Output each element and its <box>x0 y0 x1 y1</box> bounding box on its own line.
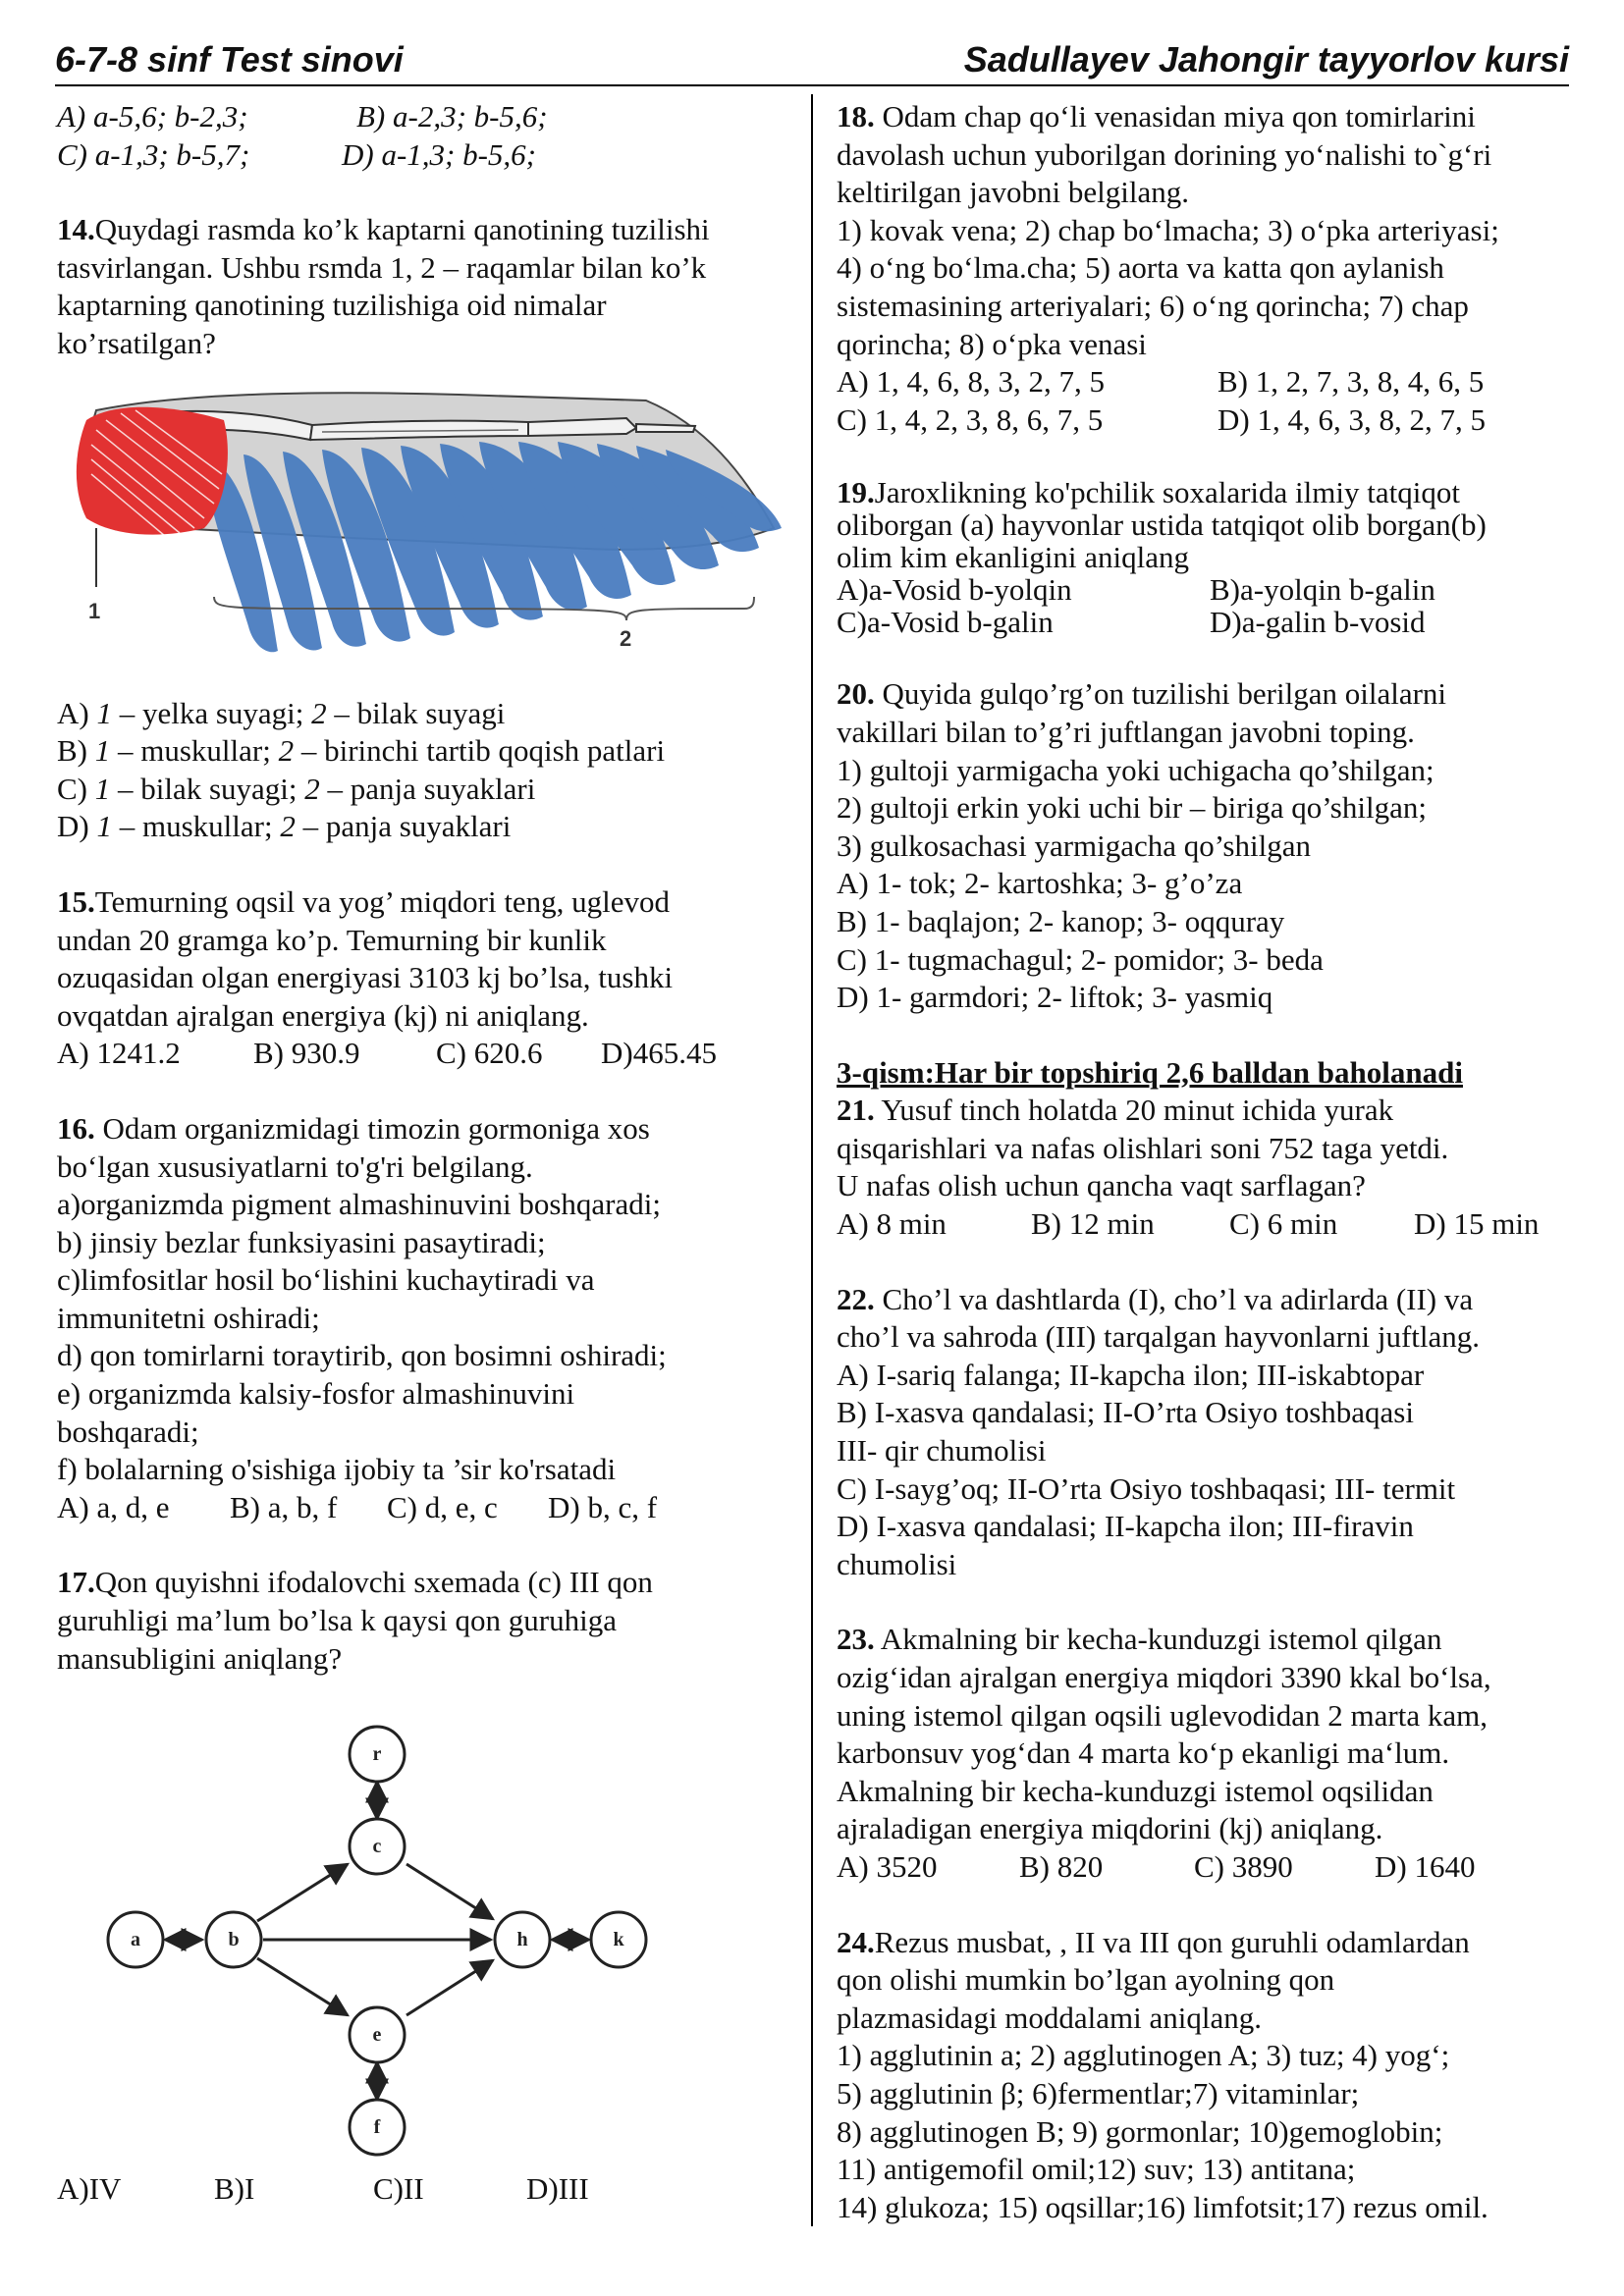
q20-line: vakillari bilan to’g’ri juftlangan javobni toping. <box>837 714 1415 749</box>
q22-number: 22. <box>837 1281 875 1316</box>
q14-option-c: C) 1 – bilak suyagi; 2 – panja suyaklari <box>57 771 536 806</box>
q18-option-b: B) 1, 2, 7, 3, 8, 4, 6, 5 <box>1218 364 1485 400</box>
header-title: 6-7-8 sinf Test sinovi <box>55 39 404 80</box>
q19-options-row-1 <box>837 573 1583 606</box>
q16-line: a)organizmda pigment almashinuvini boshqaradi; <box>57 1187 661 1222</box>
q21-option-d: D) 15 min <box>1414 1206 1540 1242</box>
q14-line: tasvirlangan. Ushbu rsmda 1, 2 – raqamlar bilan ko’k <box>57 249 707 285</box>
q22-option-c: C) I-sayg’oq; II-O’rta Osiyo toshbaqasi; III- termit <box>837 1470 1456 1506</box>
q22-line: cho’l va sahroda (III) tarqalgan hayvonlarni juftlang. <box>837 1319 1481 1355</box>
q18-line: keltirilgan javobni belgilang. <box>837 175 1189 210</box>
q17-option-c: C)II <box>373 2171 424 2207</box>
q18-options-row-2 <box>837 401 1583 440</box>
q17-line: guruhligi ma’lum bo’lsa k qaysi qon guruhiga <box>57 1603 617 1638</box>
q20-line: 1) gultoji yarmigacha yoki uchigacha qo’shilgan; <box>837 752 1435 787</box>
q23-line: Akmalning bir kecha-kunduzgi istemol oqsilidan <box>837 1773 1434 1808</box>
node-r-label: r <box>372 1743 382 1766</box>
q24-line: plazmasidagi moddalami aniqlang. <box>837 2000 1263 2035</box>
q19-option-d: D)a-galin b-vosid <box>1210 605 1426 640</box>
q14-line: kaptarning qanotining tuzilishiga oid nimalar <box>57 288 607 323</box>
q24-line: 5) agglutinin β; 6)fermentlar;7) vitaminlar; <box>837 2075 1360 2110</box>
q23-option-d: D) 1640 <box>1375 1848 1476 1884</box>
q18-number: 18. <box>837 99 875 133</box>
q23-line: ajraladigan energiya miqdorini (kj) aniqlang. <box>837 1811 1383 1846</box>
q23-option-c: C) 3890 <box>1194 1848 1293 1884</box>
wing-illustration <box>57 381 784 675</box>
q13-option-d: D) a-1,3; b-5,6; <box>342 136 537 172</box>
q21-line: U nafas olish uchun qancha vaqt sarflagan? <box>837 1168 1366 1203</box>
q21-option-a: A) 8 min <box>837 1206 947 1242</box>
q20-line-1: 20. Quyida gulqo’rg’on tuzilishi berilgan oilalarni <box>837 676 1447 712</box>
q22-option-b-cont: III- qir chumolisi <box>837 1433 1047 1468</box>
q21-line-1: 21. Yusuf tinch holatda 20 minut ichida yurak <box>837 1093 1394 1128</box>
q20-option-c: C) 1- tugmachagul; 2- pomidor; 3- beda <box>837 941 1324 977</box>
q23-line: ozig‘idan ajralgan energiya miqdori 3390 kkal bo‘lsa, <box>837 1660 1491 1694</box>
right-column <box>837 98 1583 2226</box>
q16-line-1: 16. Odam organizmidagi timozin gormoniga xos <box>57 1110 650 1146</box>
q23-line: uning istemol qilgan oqsili uglevodidan 2 marta kam, <box>837 1697 1488 1733</box>
q15-line-1: 15.Temurning oqsil va yog’ miqdori teng, uglevod <box>57 883 671 919</box>
q18-option-d: D) 1, 4, 6, 3, 8, 2, 7, 5 <box>1218 401 1486 437</box>
q20-line: 2) gultoji erkin yoki uchi bir – biriga qo’shilgan; <box>837 790 1427 826</box>
node-c-label: c <box>372 1836 382 1858</box>
q17-line-1: 17.Qon quyishni ifodalovchi sxemada (c) III qon <box>57 1565 653 1600</box>
node-e-label: e <box>372 2024 382 2047</box>
page-header <box>55 35 1569 86</box>
q18-line: 1) kovak vena; 2) chap bo‘lmacha; 3) o‘pka arteriyasi; <box>837 212 1499 247</box>
q19-option-b: B)a-yolqin b-galin <box>1210 572 1435 608</box>
q16-option-b: B) a, b, f <box>230 1489 338 1524</box>
q18-line-1: 18. Odam chap qo‘li venasidan miya qon tomirlarini <box>837 99 1476 133</box>
label-2: 2 <box>620 625 632 651</box>
node-b-label: b <box>228 1929 240 1951</box>
primary-feathers <box>204 442 782 652</box>
transfusion-scheme <box>57 1697 784 2159</box>
q17-options <box>57 2170 795 2209</box>
section-3-heading: 3-qism:Har bir topshiriq 2,6 balldan baholanadi <box>837 1054 1463 1090</box>
q22-option-d-cont: chumolisi <box>837 1546 957 1581</box>
q15-option-d: D)465.45 <box>601 1036 717 1071</box>
q22-option-d: D) I-xasva qandalasi; II-kapcha ilon; III-firavin <box>837 1509 1414 1544</box>
q19-line: oliborgan (a) hayvonlar ustida tatqiqot olib borgan(b) <box>837 507 1487 543</box>
node-a-label: a <box>131 1929 140 1951</box>
q16-line: f) bolalarning o'sishiga ijobiy ta ’sir ko'rsatadi <box>57 1452 617 1487</box>
q19-options-row-2 <box>837 606 1583 638</box>
q18-line: qorincha; 8) o‘pka venasi <box>837 326 1147 361</box>
q23-option-b: B) 820 <box>1019 1848 1104 1884</box>
q23-option-a: A) 3520 <box>837 1848 938 1884</box>
q22-option-a: A) I-sariq falanga; II-kapcha ilon; III-iskabtopar <box>837 1357 1425 1392</box>
q15-line: ozuqasidan olgan energiyasi 3103 kj bo’lsa, tushki <box>57 960 674 995</box>
q14-option-b: B) 1 – muskullar; 2 – birinchi tartib qoqish patlari <box>57 733 666 769</box>
q22-option-b: B) I-xasva qandalasi; II-O’rta Osiyo toshbaqasi <box>837 1395 1414 1430</box>
q13-option-a: A) a-5,6; b-2,3; <box>57 99 248 133</box>
q18-option-a: A) 1, 4, 6, 8, 3, 2, 7, 5 <box>837 364 1105 400</box>
q16-line: c)limfositlar hosil bo‘lishini kuchaytiradi va <box>57 1262 595 1298</box>
wing-figure <box>57 381 795 675</box>
q16-line: bo‘lgan xususiyatlarni to'g'ri belgilang. <box>57 1148 533 1184</box>
q16-option-d: D) b, c, f <box>548 1489 658 1524</box>
q14-option-a: A) 1 – yelka suyagi; 2 – bilak suyagi <box>57 695 506 730</box>
q20-option-a: A) 1- tok; 2- kartoshka; 3- g’o’za <box>837 866 1243 901</box>
q23-line-1: 23. Akmalning bir kecha-kunduzgi istemol qilgan <box>837 1622 1442 1657</box>
q24-line: 11) antigemofil omil;12) suv; 13) antitana; <box>837 2152 1356 2187</box>
blood-transfusion-diagram <box>57 1697 795 2159</box>
q15-options <box>57 1035 795 1073</box>
q16-line: boshqaradi; <box>57 1414 199 1449</box>
q19-number: 19. <box>837 475 875 510</box>
q14-number: 14. <box>57 212 95 247</box>
q16-option-c: C) d, e, c <box>387 1489 498 1524</box>
q13-options-row-2 <box>57 136 795 175</box>
q19-option-a: A)a-Vosid b-yolqin <box>837 572 1072 608</box>
q19-line-1: 19.Jaroxlikning ko'pchilik soxalarida ilmiy tatqiqot <box>837 475 1460 510</box>
node-h-label: h <box>516 1929 528 1951</box>
q18-line: davolash uchun yuborilgan dorining yo‘nalishi to`g‘ri <box>837 136 1492 172</box>
q16-line: d) qon tomirlarni toraytirib, qon bosimni oshiradi; <box>57 1338 667 1373</box>
q15-option-b: B) 930.9 <box>253 1036 360 1071</box>
q17-line: mansubligini aniqlang? <box>57 1640 343 1676</box>
q15-number: 15. <box>57 883 95 919</box>
q20-number: 20. <box>837 676 875 712</box>
q13-options-row-1 <box>57 98 795 136</box>
left-column <box>57 98 795 2209</box>
q18-line: sistemasining arteriyalari; 6) o‘ng qorincha; 7) chap <box>837 288 1469 323</box>
q21-line: qisqarishlari va nafas olishlari soni 752 taga yetdi. <box>837 1130 1449 1165</box>
q19-option-c: C)a-Vosid b-galin <box>837 605 1054 640</box>
q13-option-c: C) a-1,3; b-5,7; <box>57 136 250 172</box>
node-k-label: k <box>613 1929 624 1951</box>
q24-line: 1) agglutinin a; 2) agglutinogen A; 3) tuz; 4) yog‘; <box>837 2038 1450 2073</box>
q24-line: qon olishi mumkin bo’lgan ayolning qon <box>837 1962 1335 1998</box>
wing-muscles <box>77 406 228 535</box>
q23-number: 23. <box>837 1622 875 1657</box>
q23-line: karbonsuv yog‘dan 4 marta ko‘p ekanligi ma‘lum. <box>837 1735 1450 1771</box>
q16-line: immunitetni oshiradi; <box>57 1300 320 1335</box>
q18-option-c: C) 1, 4, 2, 3, 8, 6, 7, 5 <box>837 401 1104 437</box>
q21-option-c: C) 6 min <box>1229 1206 1338 1242</box>
q24-number: 24. <box>837 1924 875 1959</box>
q14-line: ko’rsatilgan? <box>57 325 216 360</box>
q20-option-d: D) 1- garmdori; 2- liftok; 3- yasmiq <box>837 980 1273 1015</box>
q14-option-d: D) 1 – muskullar; 2 – panja suyaklari <box>57 809 512 844</box>
q18-options-row-1 <box>837 363 1583 401</box>
q21-options <box>837 1205 1583 1244</box>
q17-option-b: B)I <box>214 2171 255 2207</box>
q17-option-d: D)III <box>526 2171 589 2207</box>
q23-options <box>837 1848 1583 1887</box>
q14-line-1: 14.Quydagi rasmda ko’k kaptarni qanotining tuzilishi <box>57 212 710 247</box>
q22-line-1: 22. Cho’l va dashtlarda (I), cho’l va adirlarda (II) va <box>837 1281 1474 1316</box>
q20-line: 3) gulkosachasi yarmigacha qo’shilgan <box>837 828 1311 863</box>
q19-line: olim kim ekanligini aniqlang <box>837 540 1190 575</box>
q16-line: e) organizmda kalsiy-fosfor almashinuvini <box>57 1376 575 1412</box>
q16-option-a: A) a, d, e <box>57 1489 170 1524</box>
q16-number: 16. <box>57 1110 95 1146</box>
q17-option-a: A)IV <box>57 2171 122 2207</box>
q17-number: 17. <box>57 1565 95 1600</box>
q20-option-b: B) 1- baqlajon; 2- kanop; 3- oqquray <box>837 903 1285 938</box>
label-1: 1 <box>88 598 101 623</box>
q13-option-b: B) a-2,3; b-5,6; <box>356 99 548 133</box>
q24-line: 8) agglutinogen B; 9) gormonlar; 10)gemoglobin; <box>837 2113 1443 2149</box>
q15-option-a: A) 1241.2 <box>57 1036 181 1071</box>
q18-line: 4) o‘ng bo‘lma.cha; 5) aorta va katta qon aylanish <box>837 250 1444 286</box>
q21-option-b: B) 12 min <box>1031 1206 1155 1242</box>
q15-line: undan 20 gramga ko’p. Temurning bir kunlik <box>57 922 607 957</box>
header-course: Sadullayev Jahongir tayyorlov kursi <box>963 39 1569 80</box>
q16-line: b) jinsiy bezlar funksiyasini pasaytiradi; <box>57 1224 546 1259</box>
q16-options <box>57 1489 795 1527</box>
node-f-label: f <box>373 2116 381 2139</box>
q24-line-1: 24.Rezus musbat, , II va III qon guruhli odamlardan <box>837 1924 1470 1959</box>
column-divider <box>811 94 813 2226</box>
q15-option-c: C) 620.6 <box>436 1036 543 1071</box>
q15-line: ovqatdan ajralgan energiya (kj) ni aniqlang. <box>57 997 589 1033</box>
q21-number: 21. <box>837 1093 875 1128</box>
q24-line: 14) glukoza; 15) oqsillar;16) limfotsit;17) rezus omil. <box>837 2189 1489 2224</box>
